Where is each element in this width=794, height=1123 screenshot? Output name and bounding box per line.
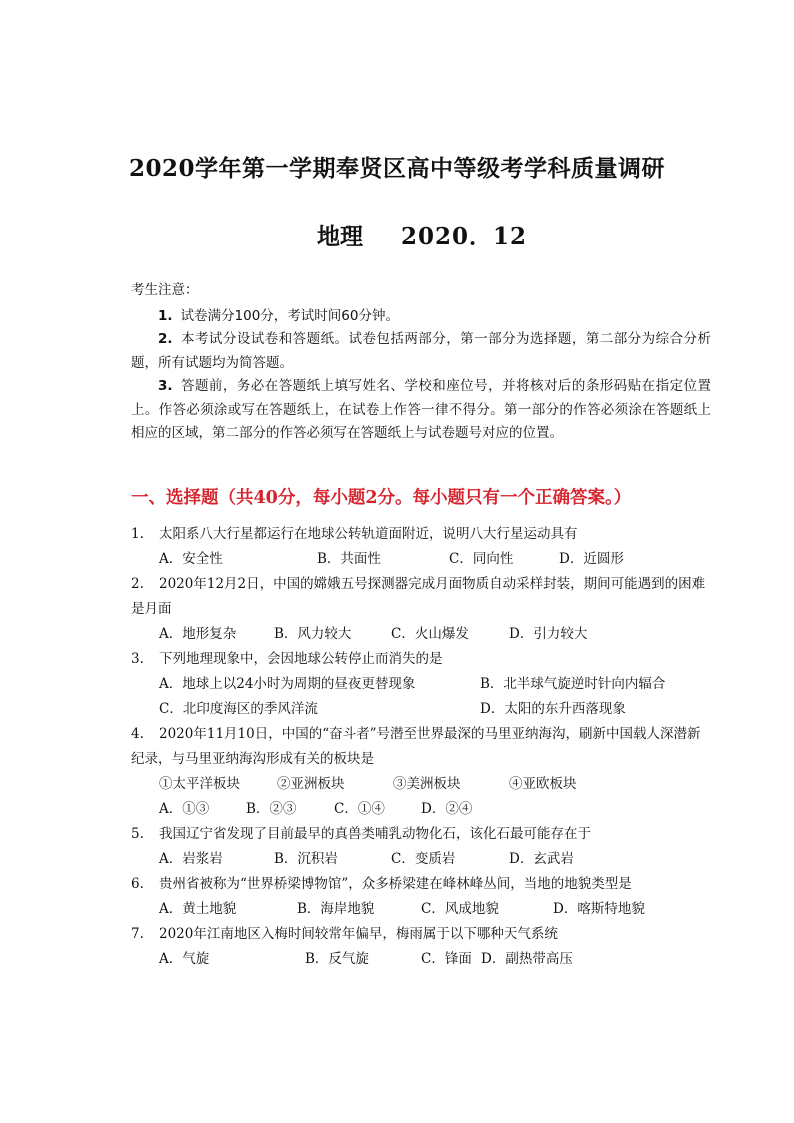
question-stem [131,572,711,622]
option-c: C．锋面 [421,951,472,967]
option-row [131,897,711,922]
option-d: D．②④ [421,801,473,817]
section-heading: 一、选择题（共40分，每小题2分。每小题只有一个正确答案。） [131,488,632,508]
option-c: C．变质岩 [391,851,456,867]
exam-subtitle [0,218,794,251]
option-row [131,622,711,647]
question-number: 6. [131,876,144,892]
option-d: D．近圆形 [559,551,624,567]
option-b: B．②③ [246,801,297,817]
notice-heading: 考生注意： [131,282,199,298]
question-item [131,647,711,722]
question-item [131,572,711,647]
option-c: C．同向性 [449,551,514,567]
question-text: 2020年江南地区入梅时间较常年偏早，梅雨属于以下哪种天气系统 [159,926,558,942]
option-b: B．沉积岩 [274,851,338,867]
option-a: A．地球上以24小时为周期的昼夜更替现象 [159,676,416,692]
notice-number: 1. [158,307,173,324]
option-a: A．①③ [159,801,210,817]
option-c: C．风成地貌 [421,901,499,917]
choice-4: ④亚欧板块 [509,776,577,792]
option-c: C．北印度海区的季风洋流 [159,701,318,717]
question-item [131,522,711,572]
option-row [131,797,711,822]
candidate-notice [131,279,711,446]
option-b: B．共面性 [317,551,381,567]
option-b: B．北半球气旋逆时针向内辐合 [480,676,666,692]
option-a: A．安全性 [159,551,223,567]
option-d: D．引力较大 [509,626,588,642]
question-text: 下列地理现象中，会因地球公转停止而消失的是 [159,651,443,667]
option-a: A．气旋 [159,951,210,967]
question-item [131,822,711,872]
notice-text: 试卷满分100分，考试时间60分钟。 [180,307,399,324]
option-a: A．地形复杂 [159,626,237,642]
notice-text: 本考试分设试卷和答题纸。试卷包括两部分，第一部分为选择题，第二部分为综合分析题，所有试题均为简答题。 [131,331,711,371]
option-b: B．海岸地貌 [297,901,375,917]
choice-row [131,772,711,797]
choice-1: ①太平洋板块 [159,776,240,792]
question-item [131,872,711,922]
option-row [131,947,711,972]
question-number: 1. [131,526,144,542]
question-number: 7. [131,926,144,942]
notice-item [131,305,711,329]
exam-date: 2020．12 [400,223,528,250]
option-a: A．岩浆岩 [159,851,223,867]
question-text: 2020年12月2日，中国的嫦娥五号探测器完成月面物质自动采样封装，期间可能遇到的困难是月面 [131,576,706,617]
question-list [131,522,711,972]
question-stem [131,822,711,847]
question-item [131,922,711,972]
option-a: A．黄土地貌 [159,901,237,917]
option-b: B．风力较大 [274,626,352,642]
question-stem [131,522,711,547]
option-d: D．副热带高压 [481,951,573,967]
option-row [131,847,711,872]
notice-number: 2. [158,331,173,347]
question-number: 3. [131,651,144,667]
notice-item [131,375,711,446]
subject-name: 地理 [316,223,363,250]
notice-number: 3. [158,378,173,394]
question-stem [131,722,711,772]
question-stem [131,922,711,947]
notice-item [131,328,711,375]
question-text: 贵州省被称为“世界桥梁博物馆”，众多桥梁建在峰林峰丛间，当地的地貌类型是 [159,876,632,892]
choice-3: ③美洲板块 [393,776,461,792]
exam-title: 2020学年第一学期奉贤区高中等级考学科质量调研 [128,155,665,182]
notice-text: 答题前，务必在答题纸上填写姓名、学校和座位号，并将核对后的条形码贴在指定位置上。作答必须涂或写在答题纸上，在试卷上作答一律不得分。第一部分的作答必须涂在答题纸上相应的区域，第二部分的作答必须写在答题纸上与试卷题号对应的位置。 [131,378,711,441]
option-d: D．喀斯特地貌 [553,901,645,917]
question-text: 我国辽宁省发现了目前最早的真兽类哺乳动物化石，该化石最可能存在于 [159,826,591,842]
question-stem [131,872,711,897]
option-c: C．①④ [334,801,385,817]
option-d: D．太阳的东升西落现象 [480,701,626,717]
option-b: B．反气旋 [305,951,369,967]
question-text: 2020年11月10日，中国的“奋斗者”号潜至世界最深的马里亚纳海沟，刷新中国载人深潜新纪录，与马里亚纳海沟形成有关的板块是 [131,726,701,767]
choice-2: ②亚洲板块 [277,776,345,792]
question-stem [131,647,711,672]
question-number: 5. [131,826,144,842]
question-number: 2. [131,576,144,592]
question-item [131,722,711,822]
question-number: 4. [131,726,144,742]
option-d: D．玄武岩 [509,851,574,867]
option-row [131,697,711,722]
option-row [131,672,711,697]
option-c: C．火山爆发 [391,626,469,642]
question-text: 太阳系八大行星都运行在地球公转轨道面附近，说明八大行星运动具有 [159,526,578,542]
option-row [131,547,711,572]
